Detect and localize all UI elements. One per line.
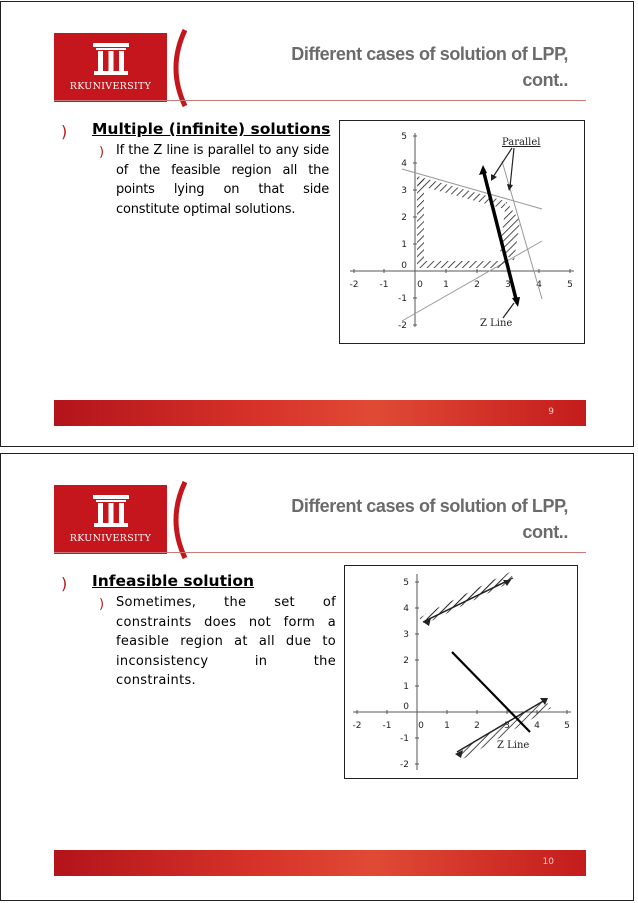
x-tick: -2 bbox=[352, 721, 362, 731]
slide-title-line1: Different cases of solution of LPP, bbox=[291, 44, 568, 64]
page-number: 10 bbox=[542, 857, 554, 867]
y-tick: 1 bbox=[403, 682, 409, 692]
x-tick: 0 bbox=[418, 721, 424, 731]
y-tick: 2 bbox=[401, 213, 407, 223]
zline-label: Z Line bbox=[497, 740, 530, 751]
slide-title-line1: Different cases of solution of LPP, bbox=[291, 496, 568, 516]
title-divider bbox=[54, 552, 586, 553]
z-line bbox=[452, 652, 530, 732]
slide-title bbox=[208, 41, 568, 93]
slide-title-line2: cont.. bbox=[522, 522, 568, 542]
y-tick: -2 bbox=[398, 321, 407, 331]
slide-10 bbox=[0, 453, 634, 901]
x-tick: 5 bbox=[567, 280, 573, 290]
section-heading: Infeasible solution bbox=[92, 572, 255, 590]
building-icon bbox=[90, 41, 132, 77]
y-tick: 3 bbox=[403, 630, 409, 640]
x-tick: 1 bbox=[443, 280, 449, 290]
decorative-bracket bbox=[165, 480, 189, 560]
multiple-solutions-graph bbox=[339, 120, 585, 344]
y-tick: -1 bbox=[398, 294, 407, 304]
bullet-icon: ) bbox=[61, 122, 68, 141]
logo-text: RKUNIVERSITY bbox=[69, 533, 152, 544]
y-tick: 2 bbox=[403, 656, 409, 666]
y-tick: 0 bbox=[401, 261, 407, 271]
x-tick: 2 bbox=[474, 721, 480, 731]
x-tick: 0 bbox=[417, 280, 423, 290]
sub-bullet-icon: ) bbox=[99, 597, 105, 612]
logo-text: RKUNIVERSITY bbox=[69, 81, 152, 92]
x-tick: 2 bbox=[474, 280, 480, 290]
y-tick: 0 bbox=[403, 702, 409, 712]
footer-bar bbox=[54, 400, 586, 426]
body-text: Sometimes, the set of constraints does not form a feasible region at all due to inconsistency in the constraints. bbox=[116, 595, 336, 688]
slide-9 bbox=[0, 1, 634, 447]
x-tick: 5 bbox=[564, 721, 570, 731]
parallel-label: Parallel bbox=[502, 137, 541, 148]
page-number: 9 bbox=[548, 407, 554, 417]
y-tick: 4 bbox=[403, 604, 409, 614]
bullet-icon: ) bbox=[61, 574, 68, 593]
x-tick: 1 bbox=[444, 721, 450, 731]
x-tick: 4 bbox=[536, 280, 542, 290]
footer-bar bbox=[54, 850, 586, 876]
graph-figure bbox=[345, 566, 577, 778]
slide-title-line2: cont.. bbox=[522, 70, 568, 90]
x-tick: -1 bbox=[382, 721, 392, 731]
rku-logo bbox=[54, 485, 167, 554]
infeasible-solution-graph bbox=[344, 565, 578, 779]
y-tick: 4 bbox=[401, 159, 407, 169]
title-divider bbox=[54, 100, 586, 101]
x-tick: 4 bbox=[534, 721, 540, 731]
x-tick: -2 bbox=[349, 280, 359, 290]
sub-bullet-icon: ) bbox=[99, 145, 105, 160]
rku-logo bbox=[54, 33, 167, 102]
x-tick: 3 bbox=[505, 280, 511, 290]
y-tick: 5 bbox=[401, 132, 407, 142]
slide-title bbox=[208, 493, 568, 545]
section-heading: Multiple (infinite) solutions bbox=[92, 120, 331, 138]
body-text: If the Z line is parallel to any side of the feasible region all the points lying on that side constitute optimal solutions. bbox=[116, 143, 329, 217]
y-tick: -1 bbox=[400, 734, 409, 744]
y-tick: 3 bbox=[401, 186, 407, 196]
decorative-bracket bbox=[165, 28, 189, 108]
y-tick: 5 bbox=[403, 578, 409, 588]
building-icon bbox=[90, 493, 132, 529]
zline-label: Z Line bbox=[480, 318, 513, 329]
x-tick: -1 bbox=[379, 280, 389, 290]
y-tick: -2 bbox=[400, 760, 409, 770]
y-tick: 1 bbox=[401, 240, 407, 250]
graph-figure bbox=[340, 121, 584, 343]
